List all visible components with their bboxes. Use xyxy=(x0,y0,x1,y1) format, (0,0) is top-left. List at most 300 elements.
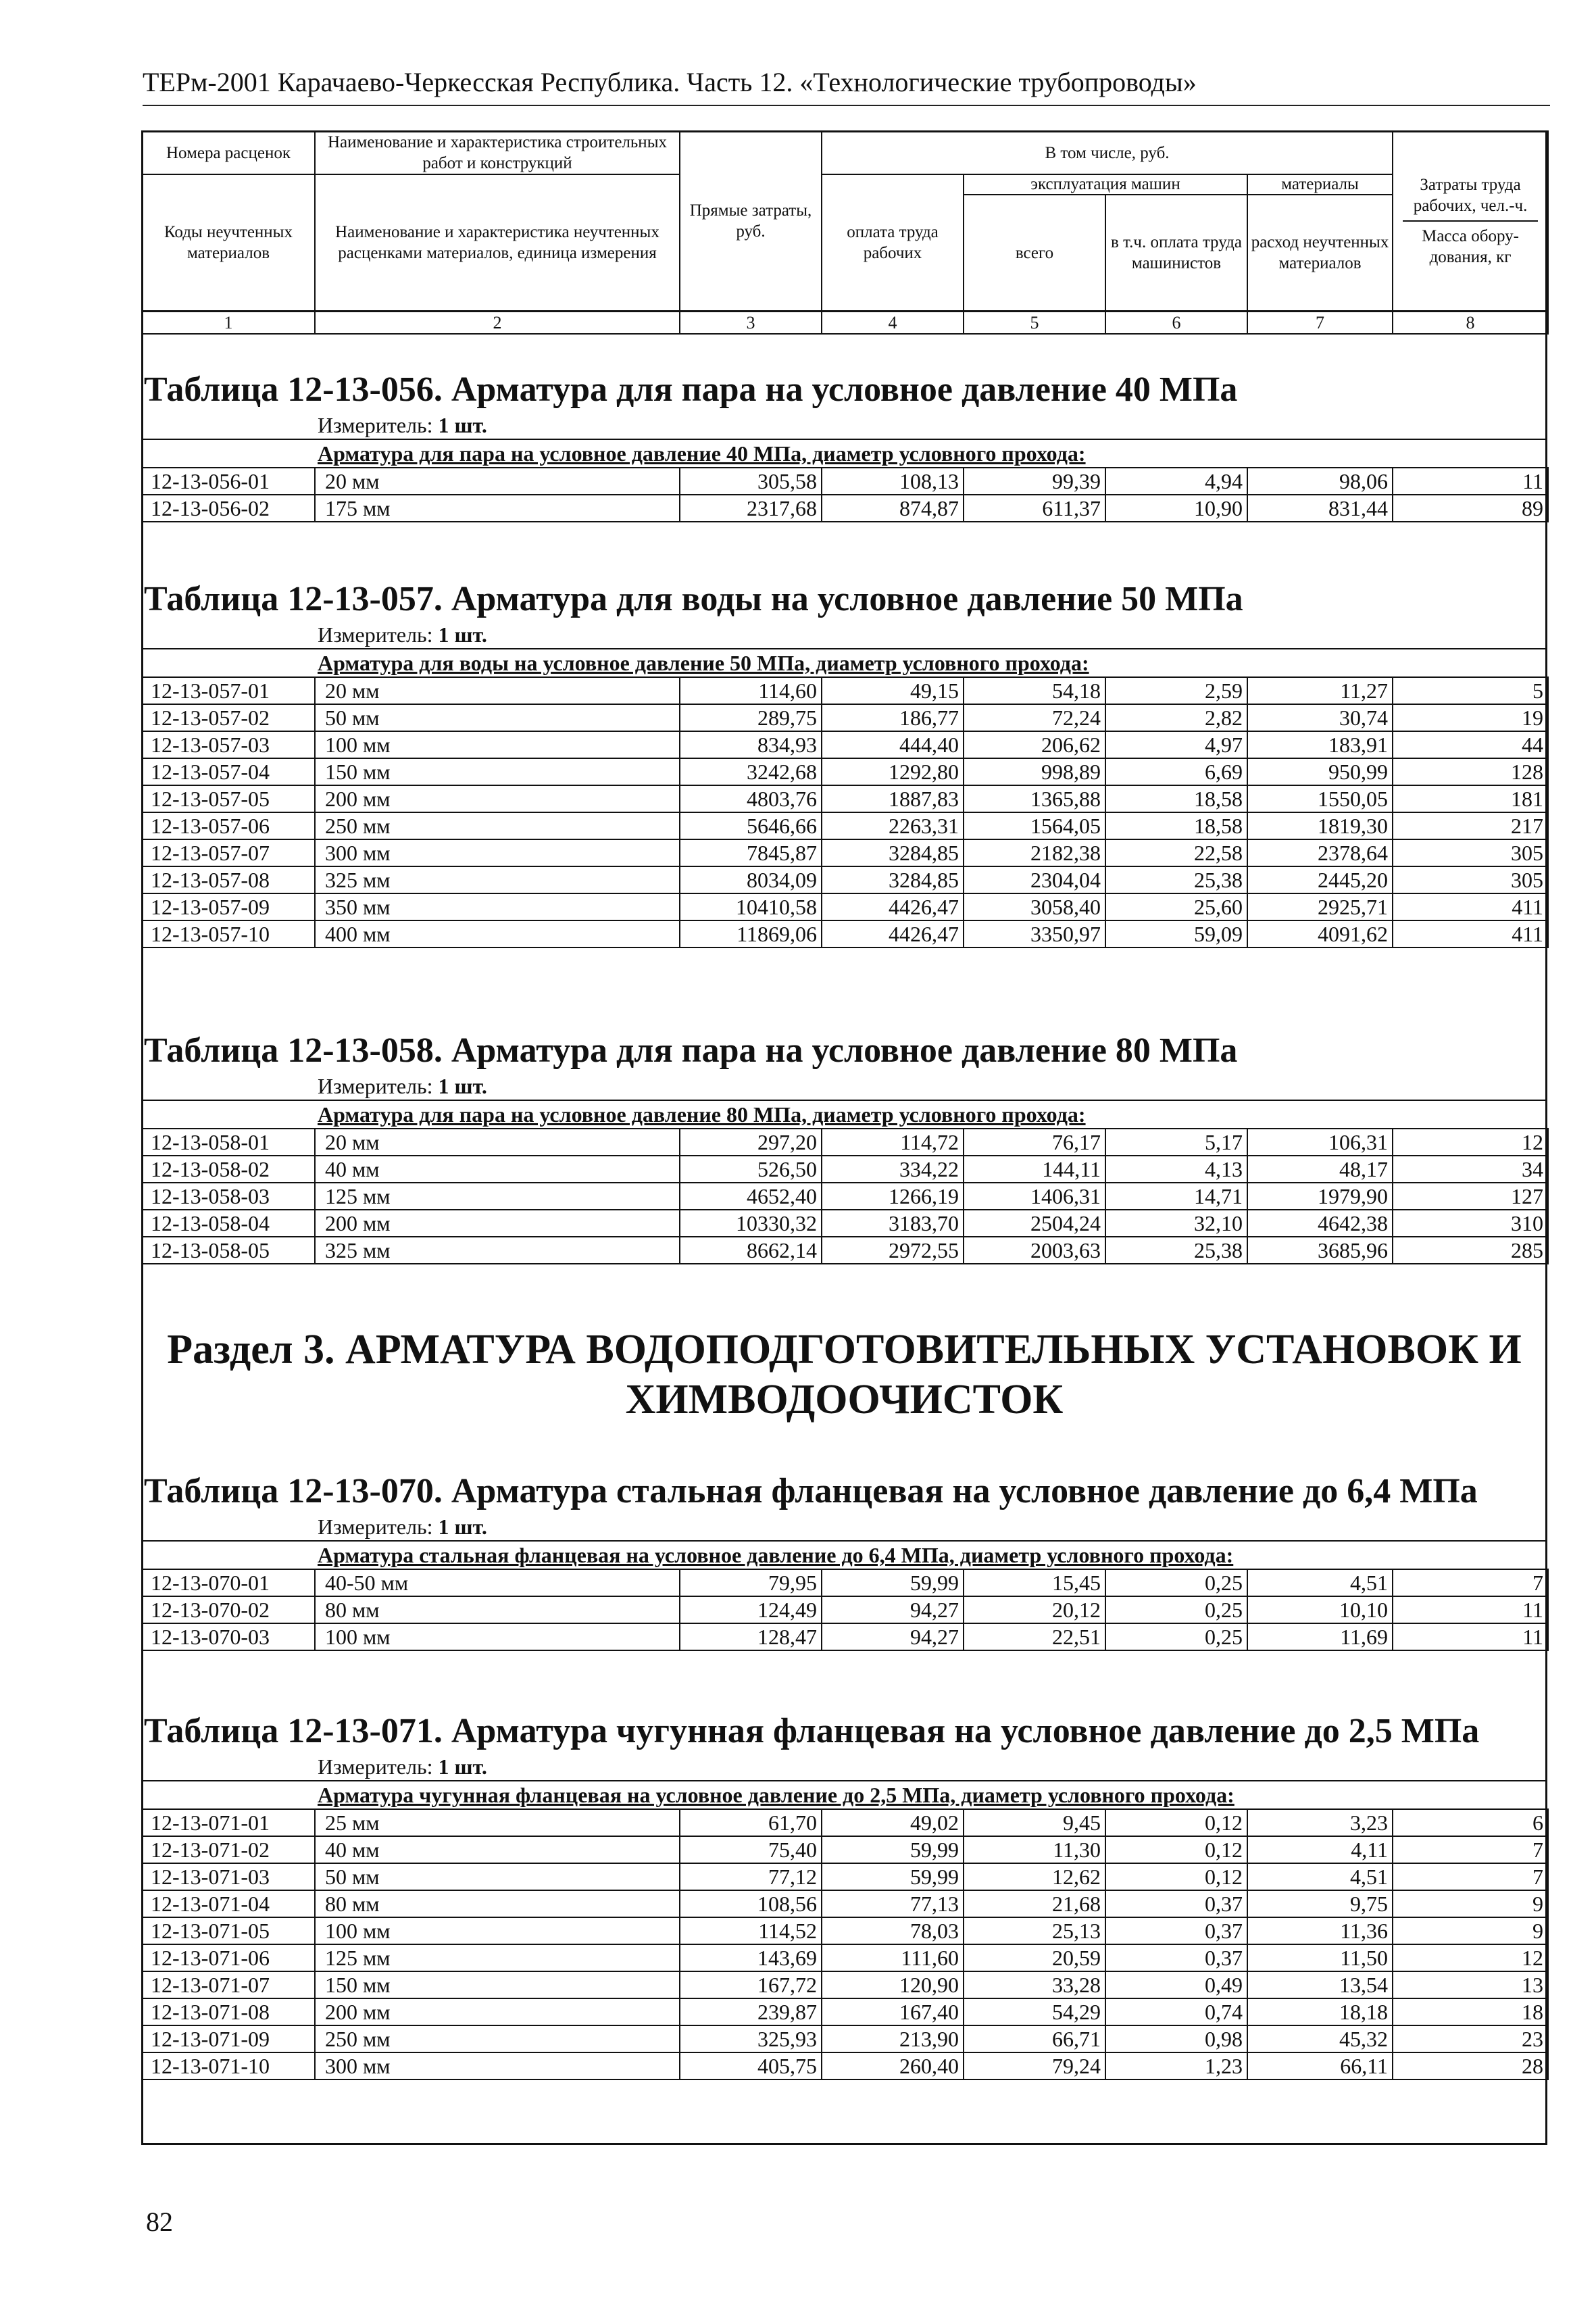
table-row xyxy=(142,677,1548,704)
cell-worker-pay: 49,15 xyxy=(822,677,964,704)
cell-worker-pay: 2972,55 xyxy=(822,1237,964,1264)
rates-table xyxy=(141,467,1549,522)
table-section xyxy=(141,1710,1547,2080)
rates-table xyxy=(141,1128,1549,1264)
cell-materials: 2925,71 xyxy=(1247,893,1393,920)
header-rule xyxy=(143,105,1550,106)
cell-machines-total: 54,18 xyxy=(964,677,1105,704)
cell-materials: 13,54 xyxy=(1247,1971,1393,1998)
cell-direct-costs: 5646,66 xyxy=(680,812,822,839)
cell-diameter: 150 мм xyxy=(315,1971,680,1998)
cell-machinist-pay: 4,97 xyxy=(1105,731,1247,758)
cell-worker-pay: 94,27 xyxy=(822,1623,964,1650)
cell-diameter: 250 мм xyxy=(315,812,680,839)
cell-materials: 30,74 xyxy=(1247,704,1393,731)
rates-table xyxy=(141,676,1549,948)
col-number: 2 xyxy=(315,312,680,335)
cell-materials: 1550,05 xyxy=(1247,785,1393,812)
cell-labor-costs: 305 xyxy=(1393,866,1548,893)
running-header: ТЕРм-2001 Карачаево-Черкесская Республика. Часть 12. «Технологические трубопроводы» xyxy=(143,67,1197,97)
cell-rate-code: 12-13-057-05 xyxy=(142,785,315,812)
cell-machinist-pay: 0,25 xyxy=(1105,1569,1247,1596)
cell-labor-costs: 310 xyxy=(1393,1210,1548,1237)
table-row xyxy=(142,866,1548,893)
cell-machinist-pay: 18,58 xyxy=(1105,785,1247,812)
column-header-table xyxy=(141,130,1549,335)
cell-materials: 48,17 xyxy=(1247,1156,1393,1183)
cell-direct-costs: 11869,06 xyxy=(680,920,822,947)
hdr-name-bottom: Наименование и характеристика неучтенных расценками материалов, единица измерения xyxy=(315,174,680,312)
cell-diameter: 400 мм xyxy=(315,920,680,947)
cell-materials: 106,31 xyxy=(1247,1129,1393,1156)
cell-machines-total: 2504,24 xyxy=(964,1210,1105,1237)
cell-machinist-pay: 2,59 xyxy=(1105,677,1247,704)
col-number: 5 xyxy=(964,312,1105,335)
cell-machinist-pay: 10,90 xyxy=(1105,495,1247,522)
cell-rate-code: 12-13-071-09 xyxy=(142,2025,315,2052)
table-section xyxy=(141,1029,1547,1264)
cell-machines-total: 72,24 xyxy=(964,704,1105,731)
cell-diameter: 200 мм xyxy=(315,785,680,812)
cell-diameter: 100 мм xyxy=(315,731,680,758)
hdr-materials-group xyxy=(1247,174,1393,312)
cell-labor-costs: 9 xyxy=(1393,1890,1548,1917)
cell-labor-costs: 19 xyxy=(1393,704,1548,731)
cell-rate-code: 12-13-071-04 xyxy=(142,1890,315,1917)
table-subheading: Арматура стальная фланцевая на условное давление до 6,4 МПа, диаметр условного прохода: xyxy=(141,1540,1547,1569)
cell-rate-code: 12-13-058-01 xyxy=(142,1129,315,1156)
cell-diameter: 40 мм xyxy=(315,1836,680,1863)
cell-labor-costs: 12 xyxy=(1393,1129,1548,1156)
cell-machinist-pay: 18,58 xyxy=(1105,812,1247,839)
cell-machines-total: 21,68 xyxy=(964,1890,1105,1917)
table-row xyxy=(142,1944,1548,1971)
hdr-equipment-mass: Масса обору-дования, кг xyxy=(1422,227,1519,266)
table-row xyxy=(142,1863,1548,1890)
cell-diameter: 80 мм xyxy=(315,1890,680,1917)
cell-machines-total: 33,28 xyxy=(964,1971,1105,1998)
cell-worker-pay: 444,40 xyxy=(822,731,964,758)
unit-value: 1 шт. xyxy=(438,1754,487,1779)
cell-labor-costs: 7 xyxy=(1393,1836,1548,1863)
table-row xyxy=(142,812,1548,839)
table-title: Таблица 12-13-056. Арматура для пара на условное давление 40 МПа xyxy=(144,370,1238,409)
cell-machines-total: 2003,63 xyxy=(964,1237,1105,1264)
cell-machines-total: 206,62 xyxy=(964,731,1105,758)
cell-worker-pay: 167,40 xyxy=(822,1998,964,2025)
cell-machines-total: 611,37 xyxy=(964,495,1105,522)
cell-materials: 18,18 xyxy=(1247,1998,1393,2025)
table-row xyxy=(142,1210,1548,1237)
cell-direct-costs: 77,12 xyxy=(680,1863,822,1890)
rates-table xyxy=(141,1808,1549,2080)
cell-materials: 98,06 xyxy=(1247,468,1393,495)
cell-diameter: 200 мм xyxy=(315,1998,680,2025)
cell-worker-pay: 108,13 xyxy=(822,468,964,495)
col-number: 8 xyxy=(1393,312,1548,335)
cell-rate-code: 12-13-071-07 xyxy=(142,1971,315,1998)
cell-labor-costs: 127 xyxy=(1393,1183,1548,1210)
table-row xyxy=(142,758,1548,785)
table-row xyxy=(142,1569,1548,1596)
table-section xyxy=(141,1470,1547,1651)
cell-direct-costs: 2317,68 xyxy=(680,495,822,522)
cell-labor-costs: 18 xyxy=(1393,1998,1548,2025)
cell-machinist-pay: 6,69 xyxy=(1105,758,1247,785)
cell-machines-total: 12,62 xyxy=(964,1863,1105,1890)
cell-rate-code: 12-13-056-01 xyxy=(142,468,315,495)
hdr-in-that-number: В том числе, руб. xyxy=(822,131,1393,174)
cell-direct-costs: 143,69 xyxy=(680,1944,822,1971)
cell-worker-pay: 260,40 xyxy=(822,2052,964,2079)
cell-direct-costs: 325,93 xyxy=(680,2025,822,2052)
cell-diameter: 40-50 мм xyxy=(315,1569,680,1596)
cell-direct-costs: 4652,40 xyxy=(680,1183,822,1210)
cell-rate-code: 12-13-057-07 xyxy=(142,839,315,866)
col-number: 3 xyxy=(680,312,822,335)
cell-rate-code: 12-13-056-02 xyxy=(142,495,315,522)
cell-diameter: 100 мм xyxy=(315,1623,680,1650)
cell-machinist-pay: 0,12 xyxy=(1105,1863,1247,1890)
cell-rate-code: 12-13-071-03 xyxy=(142,1863,315,1890)
table-row xyxy=(142,1129,1548,1156)
unit-line xyxy=(141,1753,1547,1780)
cell-diameter: 20 мм xyxy=(315,1129,680,1156)
cell-direct-costs: 61,70 xyxy=(680,1809,822,1836)
cell-direct-costs: 108,56 xyxy=(680,1890,822,1917)
hdr-labor-costs: Затраты труда рабочих, чел.-ч. xyxy=(1403,174,1538,222)
cell-labor-costs: 44 xyxy=(1393,731,1548,758)
cell-machines-total: 66,71 xyxy=(964,2025,1105,2052)
cell-machinist-pay: 0,25 xyxy=(1105,1596,1247,1623)
cell-worker-pay: 3284,85 xyxy=(822,839,964,866)
page-number: 82 xyxy=(146,2207,173,2237)
table-subheading: Арматура чугунная фланцевая на условное давление до 2,5 МПа, диаметр условного прохода: xyxy=(141,1780,1547,1808)
table-row xyxy=(142,839,1548,866)
table-row xyxy=(142,1809,1548,1836)
table-row xyxy=(142,1971,1548,1998)
cell-machinist-pay: 22,58 xyxy=(1105,839,1247,866)
cell-materials: 4642,38 xyxy=(1247,1210,1393,1237)
table-row xyxy=(142,1156,1548,1183)
cell-diameter: 175 мм xyxy=(315,495,680,522)
table-row xyxy=(142,1998,1548,2025)
hdr-machinist-pay: в т.ч. оплата труда машинистов xyxy=(1111,233,1242,272)
cell-machines-total: 22,51 xyxy=(964,1623,1105,1650)
unit-label: Измеритель: xyxy=(318,622,433,647)
col-number: 4 xyxy=(822,312,964,335)
cell-machinist-pay: 0,37 xyxy=(1105,1890,1247,1917)
cell-diameter: 50 мм xyxy=(315,704,680,731)
cell-rate-code: 12-13-058-03 xyxy=(142,1183,315,1210)
cell-machinist-pay: 0,49 xyxy=(1105,1971,1247,1998)
table-section xyxy=(141,578,1547,948)
cell-machines-total: 1564,05 xyxy=(964,812,1105,839)
cell-diameter: 350 мм xyxy=(315,893,680,920)
cell-diameter: 125 мм xyxy=(315,1944,680,1971)
unit-line xyxy=(141,412,1547,439)
cell-materials: 4091,62 xyxy=(1247,920,1393,947)
cell-rate-code: 12-13-071-08 xyxy=(142,1998,315,2025)
hdr-name-top: Наименование и характеристика строительных работ и конструкций xyxy=(315,131,680,174)
cell-diameter: 200 мм xyxy=(315,1210,680,1237)
cell-labor-costs: 411 xyxy=(1393,893,1548,920)
cell-materials: 183,91 xyxy=(1247,731,1393,758)
col-number: 1 xyxy=(142,312,315,335)
cell-worker-pay: 120,90 xyxy=(822,1971,964,1998)
cell-machinist-pay: 2,82 xyxy=(1105,704,1247,731)
cell-worker-pay: 3284,85 xyxy=(822,866,964,893)
cell-rate-code: 12-13-057-03 xyxy=(142,731,315,758)
cell-labor-costs: 13 xyxy=(1393,1971,1548,1998)
cell-worker-pay: 114,72 xyxy=(822,1129,964,1156)
cell-worker-pay: 49,02 xyxy=(822,1809,964,1836)
table-row xyxy=(142,1596,1548,1623)
cell-worker-pay: 334,22 xyxy=(822,1156,964,1183)
cell-diameter: 50 мм xyxy=(315,1863,680,1890)
hdr-machines-total: всего xyxy=(964,195,1106,310)
cell-diameter: 20 мм xyxy=(315,468,680,495)
table-subheading: Арматура для пара на условное давление 80 МПа, диаметр условного прохода: xyxy=(141,1100,1547,1128)
hdr-machines-group xyxy=(964,174,1247,312)
cell-machines-total: 20,12 xyxy=(964,1596,1105,1623)
cell-materials: 2445,20 xyxy=(1247,866,1393,893)
cell-machinist-pay: 0,37 xyxy=(1105,1944,1247,1971)
cell-worker-pay: 94,27 xyxy=(822,1596,964,1623)
cell-direct-costs: 10410,58 xyxy=(680,893,822,920)
cell-machines-total: 20,59 xyxy=(964,1944,1105,1971)
cell-machinist-pay: 4,94 xyxy=(1105,468,1247,495)
hdr-direct-costs: Прямые затраты, руб. xyxy=(680,131,822,312)
cell-machinist-pay: 25,38 xyxy=(1105,1237,1247,1264)
table-subheading: Арматура для воды на условное давление 50 МПа, диаметр условного прохода: xyxy=(141,648,1547,676)
cell-labor-costs: 6 xyxy=(1393,1809,1548,1836)
cell-materials: 2378,64 xyxy=(1247,839,1393,866)
cell-rate-code: 12-13-057-01 xyxy=(142,677,315,704)
cell-machinist-pay: 25,60 xyxy=(1105,893,1247,920)
cell-machinist-pay: 0,74 xyxy=(1105,1998,1247,2025)
cell-worker-pay: 59,99 xyxy=(822,1863,964,1890)
unit-value: 1 шт. xyxy=(438,1515,487,1539)
table-row xyxy=(142,1183,1548,1210)
unit-value: 1 шт. xyxy=(438,622,487,647)
cell-machines-total: 1365,88 xyxy=(964,785,1105,812)
cell-worker-pay: 4426,47 xyxy=(822,893,964,920)
cell-worker-pay: 111,60 xyxy=(822,1944,964,1971)
cell-machinist-pay: 5,17 xyxy=(1105,1129,1247,1156)
cell-direct-costs: 10330,32 xyxy=(680,1210,822,1237)
cell-materials: 4,51 xyxy=(1247,1569,1393,1596)
cell-machines-total: 76,17 xyxy=(964,1129,1105,1156)
cell-worker-pay: 3183,70 xyxy=(822,1210,964,1237)
cell-diameter: 300 мм xyxy=(315,839,680,866)
cell-direct-costs: 128,47 xyxy=(680,1623,822,1650)
hdr-codes-top: Номера расценок xyxy=(142,131,315,174)
cell-machinist-pay: 0,12 xyxy=(1105,1809,1247,1836)
cell-worker-pay: 874,87 xyxy=(822,495,964,522)
cell-machines-total: 54,29 xyxy=(964,1998,1105,2025)
cell-worker-pay: 59,99 xyxy=(822,1569,964,1596)
cell-worker-pay: 59,99 xyxy=(822,1836,964,1863)
cell-worker-pay: 2263,31 xyxy=(822,812,964,839)
hdr-materials: материалы xyxy=(1248,175,1392,195)
cell-direct-costs: 79,95 xyxy=(680,1569,822,1596)
unit-label: Измеритель: xyxy=(318,413,433,437)
cell-direct-costs: 3242,68 xyxy=(680,758,822,785)
cell-rate-code: 12-13-058-02 xyxy=(142,1156,315,1183)
table-row xyxy=(142,1237,1548,1264)
unit-line xyxy=(141,1073,1547,1100)
cell-rate-code: 12-13-057-02 xyxy=(142,704,315,731)
table-row xyxy=(142,785,1548,812)
cell-machines-total: 1406,31 xyxy=(964,1183,1105,1210)
cell-machinist-pay: 0,25 xyxy=(1105,1623,1247,1650)
cell-materials: 10,10 xyxy=(1247,1596,1393,1623)
cell-machines-total: 3058,40 xyxy=(964,893,1105,920)
cell-diameter: 25 мм xyxy=(315,1809,680,1836)
cell-direct-costs: 7845,87 xyxy=(680,839,822,866)
table-row xyxy=(142,893,1548,920)
table-title: Таблица 12-13-070. Арматура стальная фланцевая на условное давление до 6,4 МПа xyxy=(144,1472,1478,1510)
cell-materials: 1819,30 xyxy=(1247,812,1393,839)
cell-labor-costs: 28 xyxy=(1393,2052,1548,2079)
section-heading: Раздел 3. АРМАТУРА ВОДОПОДГОТОВИТЕЛЬНЫХ УСТАНОВОК И ХИМВОДООЧИСТОК xyxy=(167,1327,1522,1423)
cell-machinist-pay: 14,71 xyxy=(1105,1183,1247,1210)
cell-rate-code: 12-13-071-02 xyxy=(142,1836,315,1863)
table-row xyxy=(142,468,1548,495)
cell-machinist-pay: 0,37 xyxy=(1105,1917,1247,1944)
table-row xyxy=(142,2025,1548,2052)
unit-value: 1 шт. xyxy=(438,413,487,437)
cell-labor-costs: 411 xyxy=(1393,920,1548,947)
cell-materials: 66,11 xyxy=(1247,2052,1393,2079)
cell-machines-total: 2304,04 xyxy=(964,866,1105,893)
col-number: 7 xyxy=(1247,312,1393,335)
cell-diameter: 150 мм xyxy=(315,758,680,785)
cell-diameter: 300 мм xyxy=(315,2052,680,2079)
table-subheading: Арматура для пара на условное давление 40 МПа, диаметр условного прохода: xyxy=(141,439,1547,467)
cell-machines-total: 11,30 xyxy=(964,1836,1105,1863)
hdr-codes-bottom: Коды неучтенных материалов xyxy=(142,174,315,312)
rates-table xyxy=(141,1569,1549,1651)
cell-worker-pay: 1292,80 xyxy=(822,758,964,785)
cell-machines-total: 2182,38 xyxy=(964,839,1105,866)
cell-machines-total: 144,11 xyxy=(964,1156,1105,1183)
cell-labor-costs: 285 xyxy=(1393,1237,1548,1264)
cell-materials: 3,23 xyxy=(1247,1809,1393,1836)
cell-rate-code: 12-13-057-08 xyxy=(142,866,315,893)
cell-labor-costs: 305 xyxy=(1393,839,1548,866)
cell-machinist-pay: 0,12 xyxy=(1105,1836,1247,1863)
cell-direct-costs: 297,20 xyxy=(680,1129,822,1156)
cell-labor-costs: 11 xyxy=(1393,468,1548,495)
unit-label: Измеритель: xyxy=(318,1754,433,1779)
cell-direct-costs: 526,50 xyxy=(680,1156,822,1183)
table-row xyxy=(142,1623,1548,1650)
table-row xyxy=(142,495,1548,522)
cell-machinist-pay: 1,23 xyxy=(1105,2052,1247,2079)
cell-worker-pay: 186,77 xyxy=(822,704,964,731)
cell-direct-costs: 405,75 xyxy=(680,2052,822,2079)
cell-rate-code: 12-13-070-02 xyxy=(142,1596,315,1623)
table-row xyxy=(142,704,1548,731)
cell-materials: 4,11 xyxy=(1247,1836,1393,1863)
table-row xyxy=(142,731,1548,758)
cell-worker-pay: 4426,47 xyxy=(822,920,964,947)
hdr-labor-mass xyxy=(1393,131,1548,312)
cell-labor-costs: 181 xyxy=(1393,785,1548,812)
cell-worker-pay: 213,90 xyxy=(822,2025,964,2052)
cell-labor-costs: 217 xyxy=(1393,812,1548,839)
cell-diameter: 325 мм xyxy=(315,1237,680,1264)
unit-label: Измеритель: xyxy=(318,1515,433,1539)
cell-machinist-pay: 4,13 xyxy=(1105,1156,1247,1183)
table-row xyxy=(142,920,1548,947)
cell-diameter: 325 мм xyxy=(315,866,680,893)
cell-labor-costs: 5 xyxy=(1393,677,1548,704)
cell-worker-pay: 1887,83 xyxy=(822,785,964,812)
cell-rate-code: 12-13-057-04 xyxy=(142,758,315,785)
cell-machines-total: 99,39 xyxy=(964,468,1105,495)
cell-labor-costs: 23 xyxy=(1393,2025,1548,2052)
cell-materials: 831,44 xyxy=(1247,495,1393,522)
cell-direct-costs: 114,60 xyxy=(680,677,822,704)
cell-direct-costs: 8662,14 xyxy=(680,1237,822,1264)
cell-labor-costs: 7 xyxy=(1393,1569,1548,1596)
cell-labor-costs: 12 xyxy=(1393,1944,1548,1971)
cell-rate-code: 12-13-070-01 xyxy=(142,1569,315,1596)
cell-rate-code: 12-13-058-05 xyxy=(142,1237,315,1264)
table-row xyxy=(142,1890,1548,1917)
cell-materials: 9,75 xyxy=(1247,1890,1393,1917)
cell-materials: 11,36 xyxy=(1247,1917,1393,1944)
cell-labor-costs: 7 xyxy=(1393,1863,1548,1890)
cell-machinist-pay: 25,38 xyxy=(1105,866,1247,893)
cell-materials: 11,27 xyxy=(1247,677,1393,704)
hdr-machines: эксплуатация машин xyxy=(964,175,1247,195)
cell-labor-costs: 9 xyxy=(1393,1917,1548,1944)
cell-rate-code: 12-13-071-10 xyxy=(142,2052,315,2079)
unit-value: 1 шт. xyxy=(438,1074,487,1098)
cell-machines-total: 15,45 xyxy=(964,1569,1105,1596)
cell-machines-total: 3350,97 xyxy=(964,920,1105,947)
cell-diameter: 100 мм xyxy=(315,1917,680,1944)
cell-direct-costs: 8034,09 xyxy=(680,866,822,893)
cell-materials: 950,99 xyxy=(1247,758,1393,785)
unit-line xyxy=(141,1513,1547,1540)
cell-worker-pay: 77,13 xyxy=(822,1890,964,1917)
cell-materials: 45,32 xyxy=(1247,2025,1393,2052)
table-row xyxy=(142,2052,1548,2079)
cell-diameter: 80 мм xyxy=(315,1596,680,1623)
hdr-material-usage: расход неучтенных материалов xyxy=(1251,233,1389,272)
cell-worker-pay: 78,03 xyxy=(822,1917,964,1944)
cell-rate-code: 12-13-071-05 xyxy=(142,1917,315,1944)
cell-direct-costs: 75,40 xyxy=(680,1836,822,1863)
hdr-worker-pay: оплата труда рабочих xyxy=(822,174,964,312)
cell-machines-total: 79,24 xyxy=(964,2052,1105,2079)
cell-machines-total: 998,89 xyxy=(964,758,1105,785)
cell-diameter: 250 мм xyxy=(315,2025,680,2052)
cell-materials: 11,50 xyxy=(1247,1944,1393,1971)
cell-direct-costs: 4803,76 xyxy=(680,785,822,812)
cell-direct-costs: 834,93 xyxy=(680,731,822,758)
cell-labor-costs: 34 xyxy=(1393,1156,1548,1183)
cell-materials: 3685,96 xyxy=(1247,1237,1393,1264)
cell-labor-costs: 89 xyxy=(1393,495,1548,522)
col-number: 6 xyxy=(1105,312,1247,335)
cell-direct-costs: 289,75 xyxy=(680,704,822,731)
